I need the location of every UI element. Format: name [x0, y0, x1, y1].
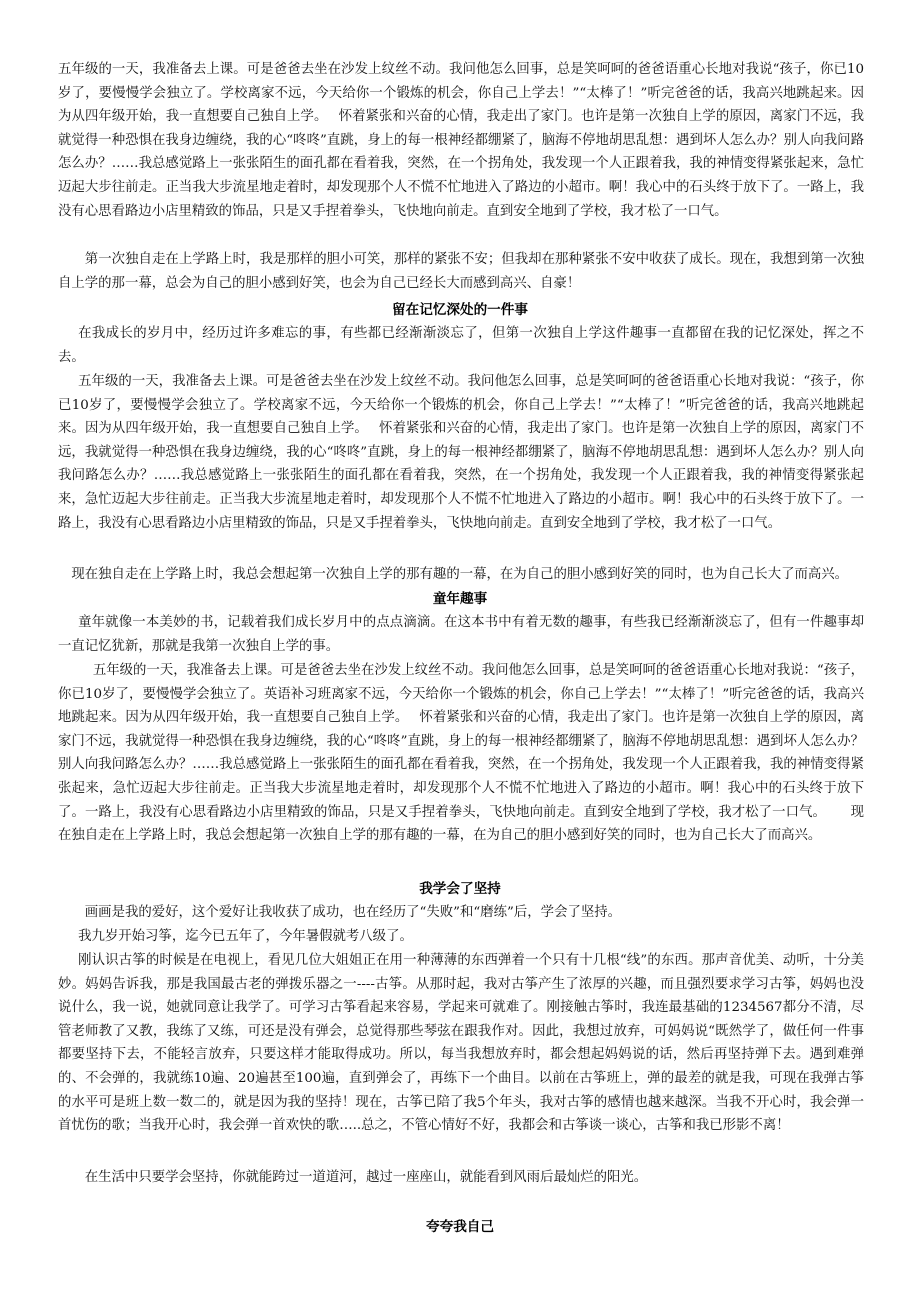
paragraph: 现在独自走在上学路上时，我总会想起第一次独自上学的那有趣的一幕，在为自己的胆小感到好笑的同时，也为自己长大了而高兴。 — [71, 567, 849, 582]
paragraph: 第一次独自走在上学路上时，我是那样的胆小可笑，那样的紧张不安；但我却在那种紧张不安中收获了成长。现在，我想到第一次独自上学的那一幕，总会为自己的胆小感到好笑，也会为自己已经长大而感到高兴、自豪！ — [58, 252, 864, 291]
essay-title: 我学会了坚持 — [419, 881, 501, 897]
paragraph: 五年级的一天，我准备去上课。可是爸爸去坐在沙发上纹丝不动。我问他怎么回事，总是笑呵呵的爸爸语重心长地对我说“孩子，你已10岁了，要慢慢学会独立了。学校离家不远，今天给你一个锻炼的机会，你自己上学去！”“太棒了！”听完爸爸的话，我高兴地跳起来。因为从四年级开始，我一直想要自己独自上学。 怀着紧张和兴奋的心情，我走出了家门。也许是第一次独自上学的原因，离家门不远，我就觉得一种恐惧在我身边缠绕，我的心“咚咚”直跳，身上的每一根神经都绷紧了，脑海不停地胡思乱想：遇到坏人怎么办？别人向我问路怎么办？……我总感觉路上一张张陌生的面孔都在看着我，突然，在一个拐角处，我发现一个人正跟着我，我的神情变得紧张起来，急忙迈起大步往前走。正当我大步流星地走着时，却发现那个人不慌不忙地进入了路边的小超市。啊！我心中的石头终于放下了。一路上，我没有心思看路边小店里精致的饰品，只是又手捏着拳头，飞快地向前走。直到安全地到了学校，我才松了一口气。 — [58, 62, 864, 219]
paragraph: 画画是我的爱好，这个爱好让我收获了成功，也在经历了“失败”和“磨练”后，学会了坚持。 — [84, 905, 622, 920]
paragraph: 童年就像一本美妙的书，记载着我们成长岁月中的点点滴滴。在这本书中有着无数的趣事，有些我已经渐渐淡忘了，但有一件趣事却一直记忆犹新，那就是我第一次独自上学的事。 — [58, 615, 864, 654]
essay-title: 夸夸我自己 — [426, 1219, 494, 1235]
paragraph: 在生活中只要学会坚持，你就能跨过一道道河，越过一座座山，就能看到风雨后最灿烂的阳光。 — [84, 1170, 648, 1185]
essay-title: 童年趣事 — [432, 591, 488, 607]
paragraph: 我九岁开始习筝，迄今已五年了，今年暑假就考八级了。 — [78, 929, 413, 944]
paragraph: 五年级的一天，我准备去上课。可是爸爸去坐在沙发上纹丝不动。我问他怎么回事，总是笑呵呵的爸爸语重心长地对我说：“孩子，你已10岁了，要慢慢学会独立了。英语补习班离家不远，今天给你一个锻炼的机会，你自己上学去！”“太棒了！”听完爸爸的话，我高兴地跳起来。因为从四年级开始，我一直想要自己独自上学。 怀着紧张和兴奋的心情，我走出了家门。也许是第一次独自上学的原因，离家门不远，我就觉得一种恐惧在我身边缠绕，我的心“咚咚”直跳，身上的每一根神经都绷紧了，脑海不停地胡思乱想：遇到坏人怎么办？别人向我问路怎么办？……我总感觉路上一张张陌生的面孔都在看着我，突然，在一个拐角处，我发现一个人正跟着我，我的神情变得紧张起来，急忙迈起大步往前走。正当我大步流星地走着时，却发现那个人不慌不忙地进入了路边的小超市。啊！我心中的石头终于放下了。一路上，我没有心思看路边小店里精致的饰品，只是又手捏着拳头，飞快地向前走。直到安全地到了学校，我才松了一口气。 现在独自走在上学路上时，我总会想起第一次独自上学的那有趣的一幕，在为自己的胆小感到好笑的同时，也为自己长大了而高兴。 — [58, 663, 864, 844]
essay-title: 留在记忆深处的一件事 — [392, 302, 528, 318]
paragraph: 刚认识古筝的时候是在电视上，看见几位大姐姐正在用一种薄薄的东西弹着一个只有十几根“线”的东西。那声音优美、动听，十分美妙。妈妈告诉我，那是我国最古老的弹拨乐器之一----古筝。从那时起，我对古筝产生了浓厚的兴趣，而且强烈要求学习古筝，妈妈也没说什么，我一说，她就同意让我学了。可学习古筝看起来容易，学起来可就难了。刚接触古筝时，我连最基础的1234567都分不清，尽管老师教了又教，我练了又练，可还是没有弹会，总觉得那些琴弦在跟我作对。因此，我想过放弃，可妈妈说“既然学了，做任何一件事都要坚持下去，不能轻言放弃，只要这样才能取得成功。所以，每当我想放弃时，都会想起妈妈说的话，然后再坚持弹下去。遇到难弹的、不会弹的，我就练10遍、20遍甚至100遍，直到弹会了，再练下一个曲目。以前在古筝班上，弹的最差的就是我，可现在我弹古筝的水平可是班上数一数二的，就是因为我的坚持！现在，古筝已陪了我5个年头，我对古筝的感情也越来越深。当我不开心时，我会弹一首忧伤的歌；当我开心时，我会弹一首欢快的歌…..总之，不管心情好不好，我都会和古筝谈一谈心，古筝和我已形影不离！ — [58, 953, 864, 1134]
paragraph: 在我成长的岁月中，经历过许多难忘的事，有些都已经渐渐淡忘了，但第一次独自上学这件趣事一直都留在我的记忆深处，挥之不去。 — [58, 326, 864, 365]
paragraph: 五年级的一天，我准备去上课。可是爸爸去坐在沙发上纹丝不动。我问他怎么回事，总是笑呵呵的爸爸语重心长地对我说：“孩子，你已10岁了，要慢慢学会独立了。学校离家不远，今天给你一个锻炼的机会，你自己上学去！”“太棒了！”听完爸爸的话，我高兴地跳起来。因为从四年级开始，我一直想要自己独自上学。 怀着紧张和兴奋的心情，我走出了家门。也许是第一次独自上学的原因，离家门不远，我就觉得一种恐惧在我身边缠绕，我的心“咚咚”直跳，身上的每一根神经都绷紧了，脑海不停地胡思乱想：遇到坏人怎么办？别人向我问路怎么办？……我总感觉路上一张张陌生的面孔都在看着我，突然，在一个拐角处，我发现一个人正跟着我，我的神情变得紧张起来，急忙迈起大步往前走。正当我大步流星地走着时，却发现那个人不慌不忙地进入了路边的小超市。啊！我心中的石头终于放下了。一路上，我没有心思看路边小店里精致的饰品，只是又手捏着拳头，飞快地向前走。直到安全地到了学校，我才松了一口气。 — [58, 374, 864, 531]
